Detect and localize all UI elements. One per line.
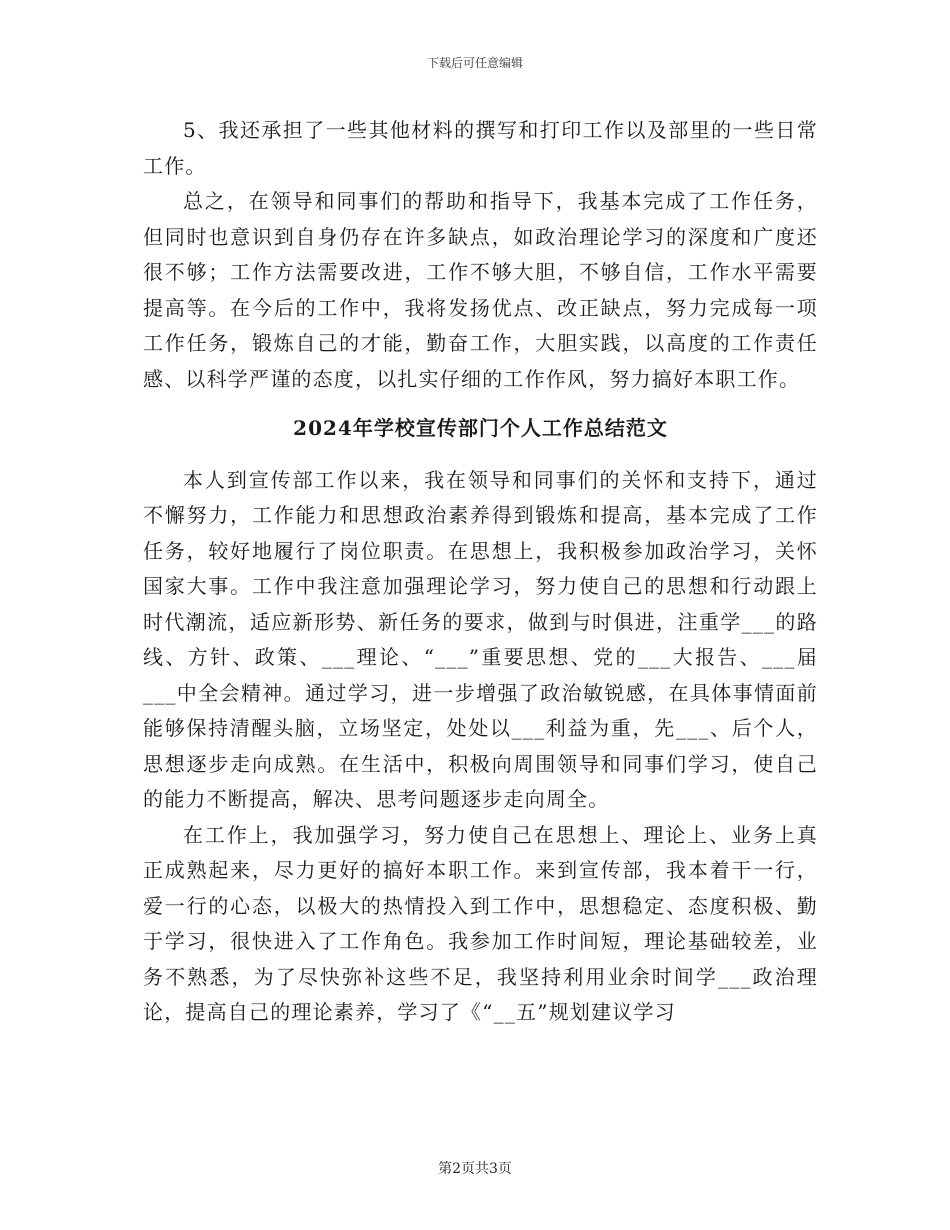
section-title: 2024年学校宣传部门个人工作总结范文 [293, 416, 668, 440]
page-header: 下载后可任意编辑 [426, 56, 523, 70]
document-body [143, 113, 818, 1031]
page-footer: 第2页共3页 [438, 1161, 512, 1177]
paragraph: 本人到宣传部工作以来，我在领导和同事们的关怀和支持下，通过不懈努力，工作能力和思想政治素养得到锻炼和提高，基本完成了工作任务，较好地履行了岗位职责。在思想上，我积极参加政治学习，关怀国家大事。工作中我注意加强理论学习，努力使自己的思想和行动跟上时代潮流，适应新形势、新任务的要求，做到与时俱进，注重学___的路线、方针、政策、___理论、“___”重要思想、党的___大报告、___届___中全会精神。通过学习，进一步增强了政治敏锐感，在具体事情面前能够保持清醒头脑，立场坚定，处处以___利益为重，先___、后个人，思想逐步走向成熟。在生活中，积极向周围领导和同事们学习，使自己的能力不断提高，解决、思考问题逐步走向周全。 [143, 467, 818, 811]
paragraph: 总之，在领导和同事们的帮助和指导下，我基本完成了工作任务，但同时也意识到自身仍存在许多缺点，如政治理论学习的深度和广度还很不够；工作方法需要改进，工作不够大胆，不够自信，工作水平需要提高等。在今后的工作中，我将发扬优点、改正缺点，努力完成每一项工作任务，锻炼自己的才能，勤奋工作，大胆实践，以高度的工作责任感、以科学严谨的态度，以扎实仔细的工作作风，努力搞好本职工作。 [143, 189, 818, 391]
paragraph: 5、我还承担了一些其他材料的撰写和打印工作以及部里的一些日常工作。 [143, 118, 818, 178]
paragraph: 在工作上，我加强学习，努力使自己在思想上、理论上、业务上真正成熟起来，尽力更好的搞好本职工作。来到宣传部，我本着干一行，爱一行的心态，以极大的热情投入到工作中，思想稳定、态度积极、勤于学习，很快进入了工作角色。我参加工作时间短，理论基础较差，业务不熟悉，为了尽快弥补这些不足，我坚持利用业余时间学___政治理论，提高自己的理论素养，学习了《“__五”规划建议学习 [143, 822, 818, 1024]
